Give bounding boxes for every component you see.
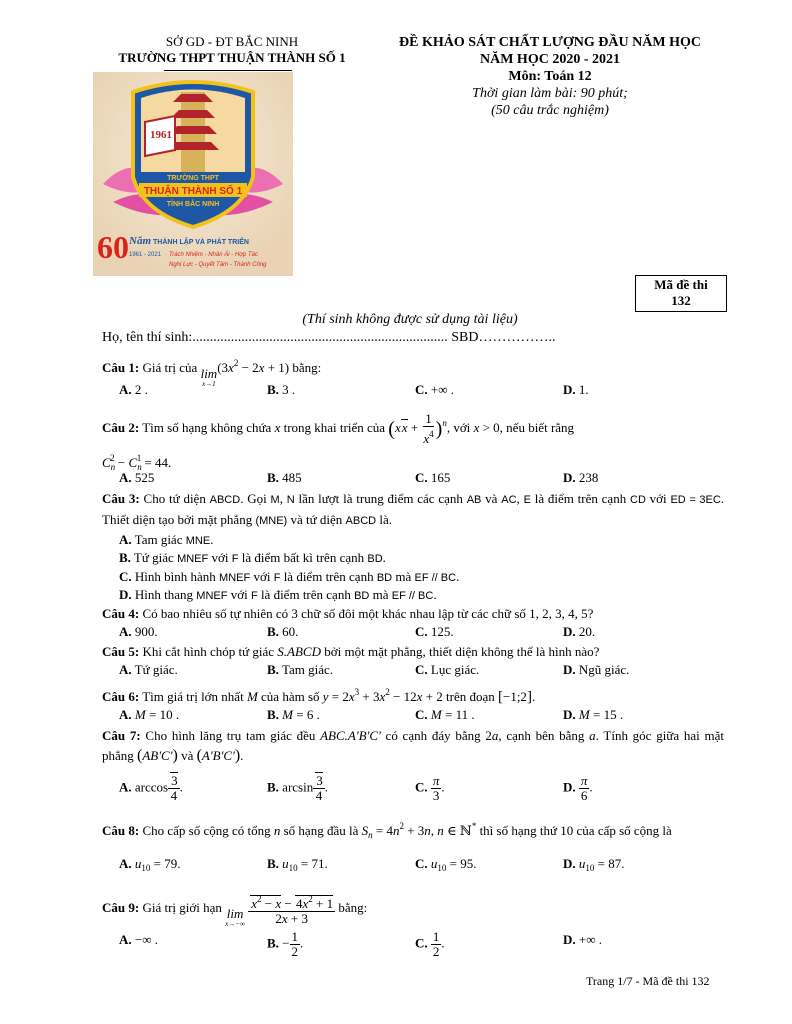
school-logo xyxy=(93,72,293,276)
q9-option-d: D. +∞ . xyxy=(563,932,602,947)
question-7: Câu 7: Cho hình lăng trụ tam giác đều ABC.A'B'C' có cạnh đáy bằng 2a, cạnh bên bằng a. Tính góc giữa hai mặt phẳng (AB'C') và (A'B'C'). xyxy=(102,728,724,764)
logo-banner-top: TRƯỜNG THPT xyxy=(167,175,219,182)
q8-option-b: B. $u_{10} = 71$. xyxy=(267,856,328,873)
question-8: Câu 8: Cho cấp số cộng có tổng n số hạng đầu là $S_n = 4n^2 + 3n$, n ∈ ℕ* thì số hạng thứ 10 của cấp số cộng là xyxy=(102,821,672,840)
question-1 xyxy=(102,353,724,389)
q5-option-a: A. Tứ giác. xyxy=(119,662,178,677)
school-underline xyxy=(164,70,292,71)
subject: Môn: Toán 12 xyxy=(508,69,592,84)
q9-option-b: B. − $\frac{1}{2}$ . xyxy=(267,929,304,959)
q2-option-c: C. 165 xyxy=(415,470,451,485)
q3-option-b: B. Tứ giác MNEF với F là điểm bất kì trên cạnh BD. xyxy=(119,550,386,565)
q4-option-d: D. 20. xyxy=(563,624,596,639)
question-6: Câu 6: Tìm giá trị lớn nhất M của hàm số $y = 2x^3 + 3x^2 - 12x + 2$ trên đoạn [−1;2]. xyxy=(102,687,536,705)
logo-motto-2: Nghị Lực - Quyết Tâm - Thành Công xyxy=(169,262,267,268)
q7-option-d: D. $\frac{\pi}{6}$ . xyxy=(563,773,593,803)
q5-option-d: D. Ngũ giác. xyxy=(563,662,630,677)
question-2: Câu 2: Tìm số hạng không chứa x trong khai triển của (xx + $\frac{1}{x^4}$ )$^n$, với x > 0, nếu biết rằng xyxy=(102,411,575,446)
q7-option-a: A. arccos $\frac{3}{4}$ . xyxy=(119,773,183,803)
exam-title: ĐỀ KHẢO SÁT CHẤT LƯỢNG ĐẦU NĂM HỌC xyxy=(399,35,701,50)
logo-motto-1: Trách Nhiệm - Nhân Ái - Hợp Tác xyxy=(169,252,258,258)
logo-year: 1961 xyxy=(150,129,172,141)
q9-option-a: A. −∞ . xyxy=(119,932,158,947)
q2-option-d: D. 238 xyxy=(563,470,599,485)
exam-code-label: Mã đề thi xyxy=(654,277,708,292)
logo-banner-bottom: TỈNH BẮC NINH xyxy=(166,201,220,208)
exam-code-box xyxy=(635,275,727,312)
exam-time: Thời gian làm bài: 90 phút; xyxy=(472,86,628,101)
question-label: Câu 1: xyxy=(102,360,140,375)
logo-years-range: 1961 - 2021 xyxy=(129,252,162,258)
q1-option-d: D. 1. xyxy=(563,382,589,397)
q9-option-c: C. $\frac{1}{2}$ . xyxy=(415,929,445,959)
questions-count: (50 câu trắc nghiệm) xyxy=(491,103,609,118)
logo-anniversary-title: THÀNH LẬP VÀ PHÁT TRIỂN xyxy=(153,239,249,246)
q1-option-c: C. +∞ . xyxy=(415,382,454,397)
q5-option-c: C. Lục giác. xyxy=(415,662,480,677)
q6-option-b: B. M = 6 . xyxy=(267,707,320,722)
q6-option-d: D. M = 15 . xyxy=(563,707,624,722)
q2-option-b: B. 485 xyxy=(267,470,302,485)
department: SỞ GD - ĐT BẮC NINH xyxy=(165,34,299,49)
q8-option-d: D. $u_{10} = 87$. xyxy=(563,856,625,873)
header-right xyxy=(370,34,730,119)
school-year: NĂM HỌC 2020 - 2021 xyxy=(480,52,620,67)
q8-option-a: A. $u_{10} = 79$. xyxy=(119,856,181,873)
q8-option-c: C. $u_{10} = 95$. xyxy=(415,856,477,873)
q6-option-a: A. M = 10 . xyxy=(119,707,180,722)
exam-code-value: 132 xyxy=(671,293,691,308)
logo-anniversary-word: Năm xyxy=(129,235,151,247)
question-9: Câu 9: Giá trị giới hạn lim x→−∞ $\frac{x^2 - x - 4x^2 + 1}{2x + 3}$ bằng: xyxy=(102,894,368,928)
question-stem: Giá trị của lim x→1 $(3x^2 - 2x + 1)$ bằng: xyxy=(142,358,322,388)
q7-option-c: C. $\frac{\pi}{3}$ . xyxy=(415,773,445,803)
q5-option-b: B. Tam giác. xyxy=(267,662,334,677)
notice: (Thí sinh không được sử dụng tài liệu) xyxy=(302,312,518,327)
q3-option-a: A. Tam giác MNE. xyxy=(119,532,214,547)
student-info-line: Họ, tên thí sinh:......................................................................... SBD…………….. xyxy=(102,330,556,345)
q7-option-b: B. arcsin $\frac{3}{4}$ . xyxy=(267,773,328,803)
logo-emblem xyxy=(93,72,293,276)
q4-option-a: A. 900. xyxy=(119,624,158,639)
question-4: Câu 4: Có bao nhiêu số tự nhiên có 3 chữ số đôi một khác nhau lập từ các chữ số 1, 2, 3, 4, 5? xyxy=(102,606,594,621)
q4-option-b: B. 60. xyxy=(267,624,299,639)
header-left xyxy=(92,34,372,66)
logo-banner-main: THUẬN THÀNH SỐ 1 xyxy=(143,186,243,197)
question-5: Câu 5: Khi cắt hình chóp tứ giác S.ABCD bởi một mặt phẳng, thiết diện không thể là hình nào? xyxy=(102,644,600,659)
question-2-condition: $C_n^2 - C_n^1 = 44$. xyxy=(102,453,172,472)
q4-option-c: C. 125. xyxy=(415,624,454,639)
logo-anniversary-number: 60 xyxy=(97,229,129,265)
q1-option-a: A. 2 . xyxy=(119,382,148,397)
q3-option-c: C. Hình bình hành MNEF với F là điểm trên cạnh BD mà EF // BC. xyxy=(119,569,460,584)
q6-option-c: C. M = 11 . xyxy=(415,707,475,722)
page-footer: Trang 1/7 - Mã đề thi 132 xyxy=(586,974,710,988)
q3-option-d: D. Hình thang MNEF với F là điểm trên cạnh BD mà EF // BC. xyxy=(119,587,437,602)
q1-option-b: B. 3 . xyxy=(267,382,296,397)
question-3: Câu 3: Cho tứ diện ABCD. Gọi M, N lần lượt là trung điểm các cạnh AB và AC, E là điểm trên cạnh CD với ED = 3EC. Thiết diện tạo bởi mặt phẳng (MNE) và tứ diện ABCD là. xyxy=(102,491,725,527)
school-name: TRƯỜNG THPT THUẬN THÀNH SỐ 1 xyxy=(118,50,346,65)
q2-option-a: A. 525 xyxy=(119,470,155,485)
